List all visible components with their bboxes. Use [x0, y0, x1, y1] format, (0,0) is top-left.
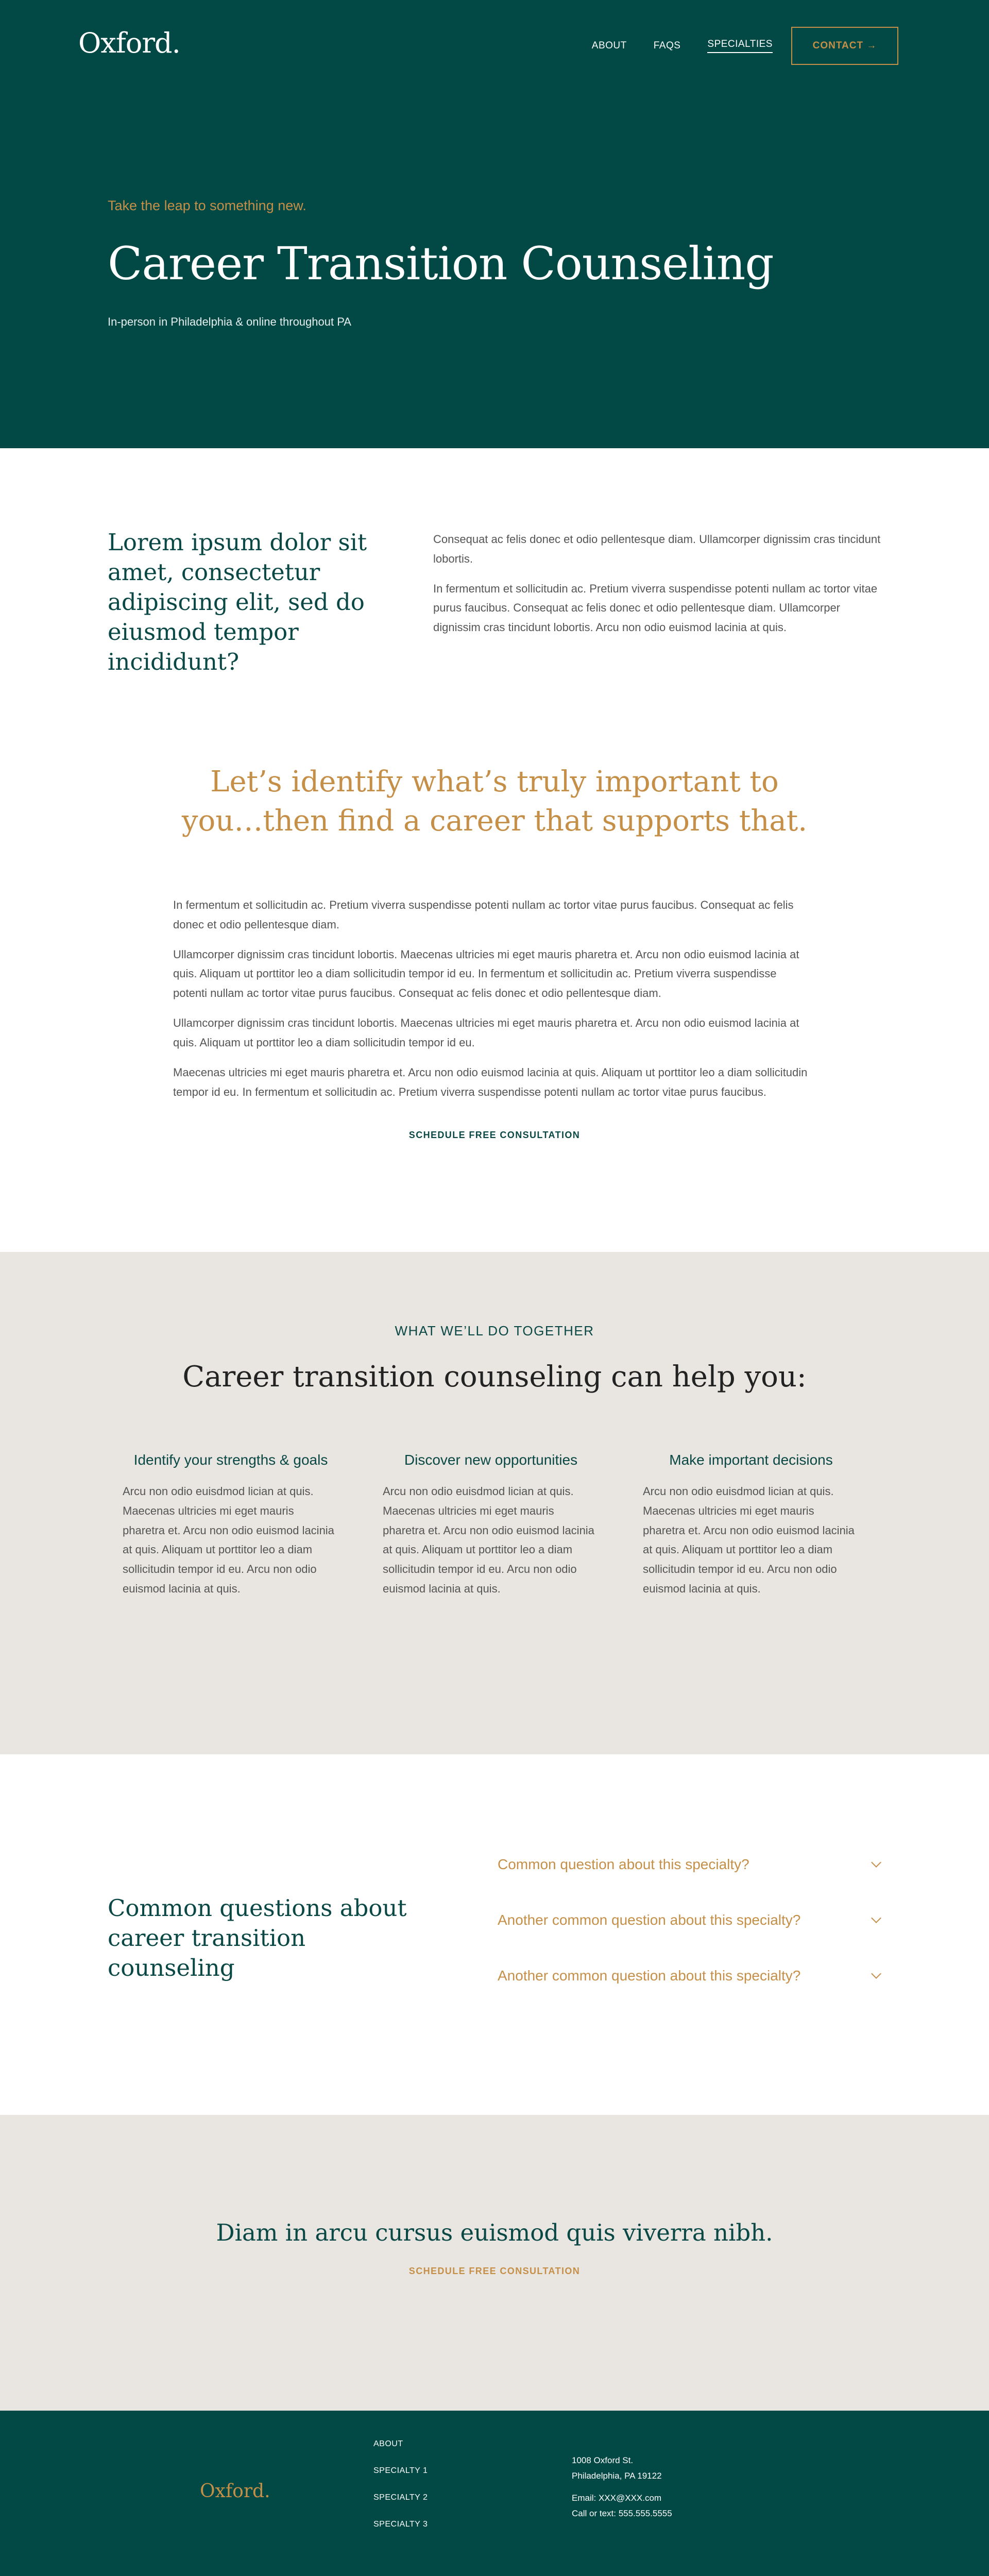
hero-subtitle: In-person in Philadelphia & online throughout PA — [108, 315, 351, 328]
important-text — [173, 895, 812, 1112]
important-section — [0, 762, 989, 1252]
footer-logo[interactable]: Oxford. — [200, 2481, 270, 2502]
intro-paragraph: Consequat ac felis donec et odio pellentesque diam. Ullamcorper dignissim cras tincidunt lobortis. — [433, 533, 881, 565]
important-paragraph: In fermentum et sollicitudin ac. Pretium viverra suspendisse potenti nullam ac tortor vitae purus faucibus. Consequat ac felis donec et odio pellentesque diam. — [173, 899, 794, 931]
footer-contact — [572, 2453, 672, 2521]
footer-link-specialty-3[interactable]: SPECIALTY 3 — [373, 2520, 428, 2529]
page-title: Career Transition Counseling — [108, 237, 774, 290]
footer-link-specialty-2[interactable]: SPECIALTY 2 — [373, 2493, 428, 2502]
contact-button[interactable]: CONTACT → — [791, 27, 898, 65]
footer-email[interactable]: Email: XXX@XXX.com — [572, 2493, 662, 2503]
benefit-title: Make important decisions — [669, 1452, 833, 1468]
footer-nav — [373, 2439, 428, 2547]
benefit-text: Arcu non odio euisdmod lician at quis. Maecenas ultricies mi eget mauris pharetra et. Arcu non odio euismod lacinia at quis. Aliquam ut porttitor leo a diam sollicitudin tempor id eu. Arcu non odio euismod lacinia at quis. — [383, 1485, 594, 1596]
benefit-column — [643, 1452, 859, 1599]
intro-section — [0, 448, 989, 762]
chevron-down-icon — [871, 1857, 881, 1868]
benefit-title: Discover new opportunities — [404, 1452, 578, 1468]
hero-section — [0, 0, 989, 448]
schedule-consultation-link[interactable]: SCHEDULE FREE CONSULTATION — [408, 2266, 581, 2276]
chevron-down-icon — [871, 1969, 881, 1979]
site-logo[interactable]: Oxford. — [78, 27, 180, 59]
footer-link-specialty-1[interactable]: SPECIALTY 1 — [373, 2466, 428, 2475]
together-eyebrow: WHAT WE’LL DO TOGETHER — [395, 1323, 594, 1338]
address-line: 1008 Oxford St. — [572, 2455, 634, 2465]
address-line: Philadelphia, PA 19122 — [572, 2470, 662, 2481]
faq-question: Another common question about this specialty? — [498, 1912, 801, 1928]
important-paragraph: Maecenas ultricies mi eget mauris pharetra et. Arcu non odio euismod lacinia at quis. Aliquam ut porttitor leo a diam sollicitudin tempor id eu. In fermentum et sollicitudin ac. Pretium viverra suspendisse potenti nullam ac tortor vitae purus faucibus. — [173, 1065, 808, 1098]
together-title: Career transition counseling can help you: — [182, 1360, 807, 1394]
benefit-title: Identify your strengths & goals — [133, 1452, 328, 1468]
footer-link-about[interactable]: ABOUT — [373, 2439, 403, 2448]
nav-faqs[interactable]: FAQS — [653, 40, 681, 51]
faq-item[interactable] — [498, 1948, 883, 2004]
benefit-column — [383, 1452, 599, 1599]
schedule-consultation-link[interactable]: SCHEDULE FREE CONSULTATION — [408, 1130, 581, 1140]
intro-text — [433, 530, 881, 648]
together-section — [0, 1252, 989, 1754]
important-heading-line: you…then find a career that supports that. — [181, 804, 808, 838]
cta-title: Diam in arcu cursus euismod quis viverra nibh. — [216, 2219, 773, 2246]
cta-section — [0, 2115, 989, 2411]
hero-tagline: Take the leap to something new. — [108, 198, 306, 213]
footer-phone[interactable]: Call or text: 555.555.5555 — [572, 2508, 672, 2518]
intro-heading: Lorem ipsum dolor sit amet, consectetur adipiscing elit, sed do eiusmod tempor incididunt? — [108, 529, 367, 676]
intro-paragraph: In fermentum et sollicitudin ac. Pretium viverra suspendisse potenti nullam ac tortor vitae purus faucibus. Consequat ac felis donec et odio pellentesque diam. Ullamcorper dignissim cras tincidunt lobortis. Arcu non odio euismod lacinia at quis. — [433, 582, 878, 634]
chevron-down-icon — [871, 1913, 881, 1923]
faq-item[interactable] — [498, 1892, 883, 1948]
footer — [0, 2411, 989, 2576]
important-paragraph: Ullamcorper dignissim cras tincidunt lobortis. Maecenas ultricies mi eget mauris pharetra et. Arcu non odio euismod lacinia at quis. Aliquam ut porttitor leo a diam sollicitudin tempor id eu. — [173, 1016, 799, 1049]
faq-question: Another common question about this specialty? — [498, 1968, 801, 1984]
nav-about[interactable]: ABOUT — [591, 40, 627, 51]
benefit-text: Arcu non odio euisdmod lician at quis. Maecenas ultricies mi eget mauris pharetra et. Arcu non odio euismod lacinia at quis. Aliquam ut porttitor leo a diam sollicitudin tempor id eu. Arcu non odio euismod lacinia at quis. — [123, 1485, 334, 1596]
benefit-column — [123, 1452, 339, 1599]
faq-question: Common question about this specialty? — [498, 1856, 749, 1872]
faq-section — [0, 1754, 989, 2115]
nav-specialties[interactable]: SPECIALTIES — [707, 39, 773, 53]
important-heading — [0, 762, 989, 840]
main-nav — [592, 27, 898, 65]
faq-heading: Common questions about career transition counseling — [108, 1894, 407, 1982]
faq-item[interactable] — [498, 1837, 883, 1892]
important-heading-line: Let’s identify what’s truly important to — [210, 765, 779, 799]
faq-list — [498, 1837, 883, 2004]
benefit-columns — [123, 1452, 859, 1599]
benefit-text: Arcu non odio euisdmod lician at quis. Maecenas ultricies mi eget mauris pharetra et. Arcu non odio euismod lacinia at quis. Aliquam ut porttitor leo a diam sollicitudin tempor id eu. Arcu non odio euismod lacinia at quis. — [643, 1485, 855, 1596]
important-paragraph: Ullamcorper dignissim cras tincidunt lobortis. Maecenas ultricies mi eget mauris pharetra et. Arcu non odio euismod lacinia at quis. Aliquam ut porttitor leo a diam sollicitudin tempor id eu. In fermentum et sollicitudin ac. Pretium viverra suspendisse potenti nullam ac tortor vitae purus faucibus. Consequat ac felis donec et odio pellentesque diam. — [173, 947, 799, 1000]
